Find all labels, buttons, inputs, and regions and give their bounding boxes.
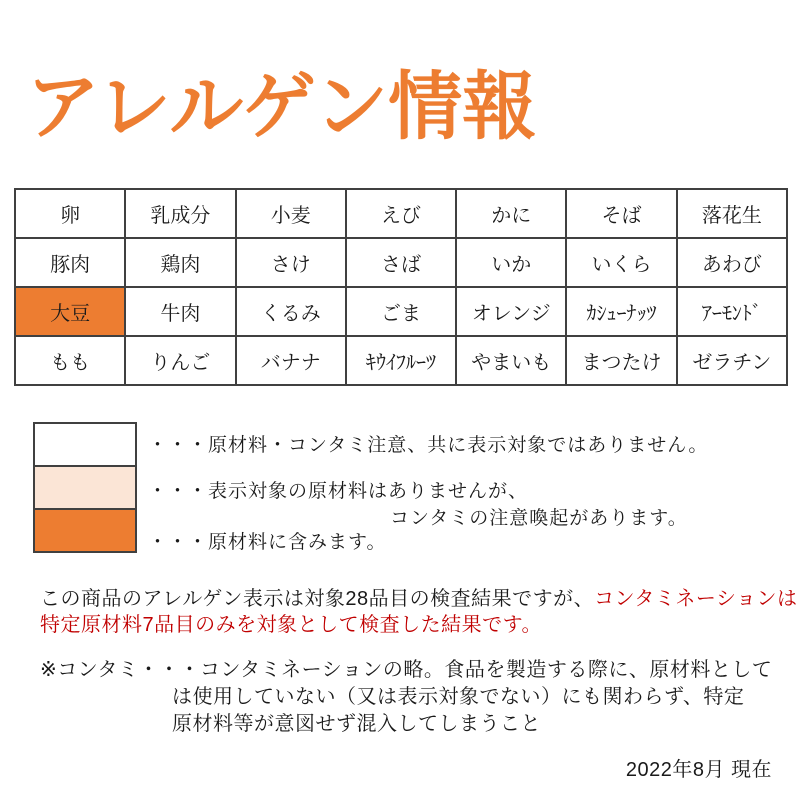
footnote-line2: は使用していない（又は表示対象でない）にも関わらず、特定	[172, 686, 745, 708]
inspection-note-black-text: この商品のアレルゲン表示は対象28品目の検査結果ですが、	[40, 588, 595, 610]
allergen-cell-r2-c2: くるみ	[236, 287, 346, 336]
contamination-footnote	[40, 657, 780, 738]
allergen-table-row	[15, 189, 787, 238]
allergen-cell-r1-c1: 鶏肉	[125, 238, 235, 287]
allergen-cell-r0-c3: えび	[346, 189, 456, 238]
allergen-cell-r0-c0: 卵	[15, 189, 125, 238]
page-title: アレルゲン情報	[26, 65, 537, 148]
legend-label-included: ・・・原材料に含みます。	[148, 532, 387, 553]
allergen-cell-r0-c5: そば	[566, 189, 676, 238]
footnote-line3: 原材料等が意図せず混入してしまうこと	[172, 713, 541, 735]
allergen-cell-r1-c4: いか	[456, 238, 566, 287]
legend-label-contamination-line1: ・・・表示対象の原材料はありませんが、	[148, 481, 529, 502]
allergen-cell-r0-c6: 落花生	[677, 189, 787, 238]
allergen-cell-r2-c6: ｱｰﾓﾝﾄﾞ	[677, 287, 787, 336]
allergen-table	[14, 188, 788, 386]
legend-label-not-included: ・・・原材料・コンタミ注意、共に表示対象ではありません。	[148, 435, 709, 456]
allergen-cell-r2-c4: オレンジ	[456, 287, 566, 336]
allergen-table-row	[15, 238, 787, 287]
allergen-cell-r0-c4: かに	[456, 189, 566, 238]
allergen-cell-r2-c3: ごま	[346, 287, 456, 336]
allergen-cell-r1-c0: 豚肉	[15, 238, 125, 287]
legend-swatch-contamination-warning	[33, 465, 137, 510]
allergen-table-row	[15, 287, 787, 336]
legend-swatch-not-included	[33, 422, 137, 467]
allergen-cell-r3-c2: バナナ	[236, 336, 346, 385]
allergen-cell-r3-c6: ゼラチン	[677, 336, 787, 385]
allergen-table-body	[15, 189, 787, 385]
inspection-note	[40, 586, 798, 638]
allergen-cell-r2-c0: 大豆	[15, 287, 125, 336]
allergen-cell-r2-c1: 牛肉	[125, 287, 235, 336]
inspection-note-line1	[40, 586, 798, 612]
allergen-cell-r1-c2: さけ	[236, 238, 346, 287]
allergen-cell-r3-c3: ｷｳｲﾌﾙｰﾂ	[346, 336, 456, 385]
inspection-note-red-text-line1: コンタミネーションは	[594, 588, 798, 610]
inspection-note-red-text-line2: 特定原材料7品目のみを対象として検査した結果です。	[40, 614, 543, 636]
allergen-cell-r0-c1: 乳成分	[125, 189, 235, 238]
allergen-cell-r3-c5: まつたけ	[566, 336, 676, 385]
allergen-cell-r1-c3: さば	[346, 238, 456, 287]
legend-label-contamination-line2: コンタミの注意喚起があります。	[390, 508, 688, 529]
allergen-cell-r3-c4: やまいも	[456, 336, 566, 385]
legend-swatch-included	[33, 508, 137, 553]
allergen-cell-r1-c5: いくら	[566, 238, 676, 287]
allergen-table-row	[15, 336, 787, 385]
as-of-date: 2022年8月 現在	[625, 759, 772, 781]
allergen-cell-r3-c1: りんご	[125, 336, 235, 385]
allergen-cell-r2-c5: ｶｼｭｰﾅｯﾂ	[566, 287, 676, 336]
allergen-cell-r1-c6: あわび	[677, 238, 787, 287]
allergen-cell-r0-c2: 小麦	[236, 189, 346, 238]
footnote-line1: ※コンタミ・・・コンタミネーションの略。食品を製造する際に、原材料として	[40, 659, 773, 681]
allergen-cell-r3-c0: もも	[15, 336, 125, 385]
